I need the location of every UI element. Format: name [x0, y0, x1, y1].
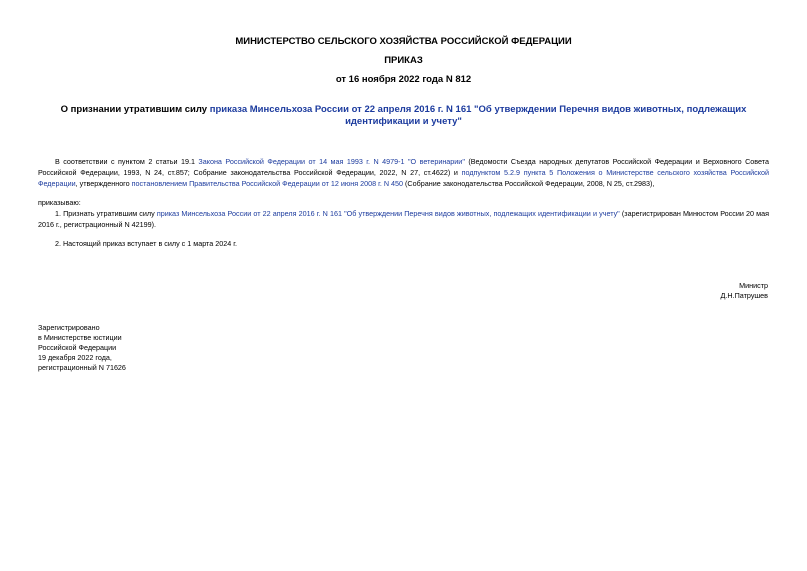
order-item-2: 2. Настоящий приказ вступает в силу с 1 марта 2024 г.: [55, 239, 237, 248]
registration-line-1: Зарегистрировано: [38, 323, 100, 332]
government-decree-link[interactable]: постановлением Правительства Российской Федерации от 12 июня 2008 г. N 450: [131, 179, 404, 188]
order-word: приказываю:: [38, 198, 81, 207]
subject-link[interactable]: приказа Минсельхоза России от 22 апреля 2016 г. N 161 "Об утверждении Перечня видов животных, подлежащих идентификации и учету": [209, 104, 747, 127]
signatory-title: Министр: [739, 281, 768, 290]
registration-line-2: в Министерстве юстиции: [38, 333, 122, 342]
order-item-1: [38, 208, 769, 230]
regulation-link[interactable]: подпунктом 5.2.9 пункта 5 Положения о Министерстве сельского хозяйства Российской Федерации: [38, 168, 769, 188]
doc-type: ПРИКАЗ: [384, 55, 423, 66]
doc-subject: [38, 104, 769, 128]
preamble-paragraph: [38, 156, 769, 189]
registration-line-3: Российской Федерации: [38, 343, 117, 352]
preamble-text-3: , утвержденного: [75, 179, 132, 188]
vet-law-link[interactable]: Закона Российской Федерации от 14 мая 1993 г. N 4979-1 "О ветеринарии": [198, 157, 465, 166]
preamble-text-1: В соответствии с пунктом 2 статьи 19.1: [55, 157, 199, 166]
ministry-name: МИНИСТЕРСТВО СЕЛЬСКОГО ХОЗЯЙСТВА РОССИЙСКОЙ ФЕДЕРАЦИИ: [235, 36, 572, 47]
signature-block: [721, 281, 768, 301]
preamble-text-2: (Ведомости Съезда народных депутатов Российской Федерации и Верховного Совета Российской Федерации, 1993, N 24, ст.857; Собрание законодательства Российской Федерации, 2022, N 27, ст.4622) и: [38, 157, 769, 177]
revoked-order-link[interactable]: приказ Минсельхоза России от 22 апреля 2016 г. N 161 "Об утверждении Перечня видов животных, подлежащих идентификации и учету": [156, 209, 620, 218]
subject-prefix: О признании утратившим силу: [60, 104, 210, 115]
registration-line-4: 19 декабря 2022 года,: [38, 353, 112, 362]
item1-text-1: 1. Признать утратившим силу: [55, 209, 157, 218]
preamble-text-4: (Собрание законодательства Российской Федерации, 2008, N 25, ст.2983),: [403, 179, 655, 188]
doc-date-number: от 16 ноября 2022 года N 812: [335, 74, 472, 85]
registration-block: [38, 323, 126, 373]
registration-line-5: регистрационный N 71626: [38, 363, 126, 372]
item1-text-2: (зарегистрирован Минюстом России 20 мая 2016 г., регистрационный N 42199).: [38, 209, 769, 229]
signatory-name: Д.Н.Патрушев: [720, 291, 768, 300]
